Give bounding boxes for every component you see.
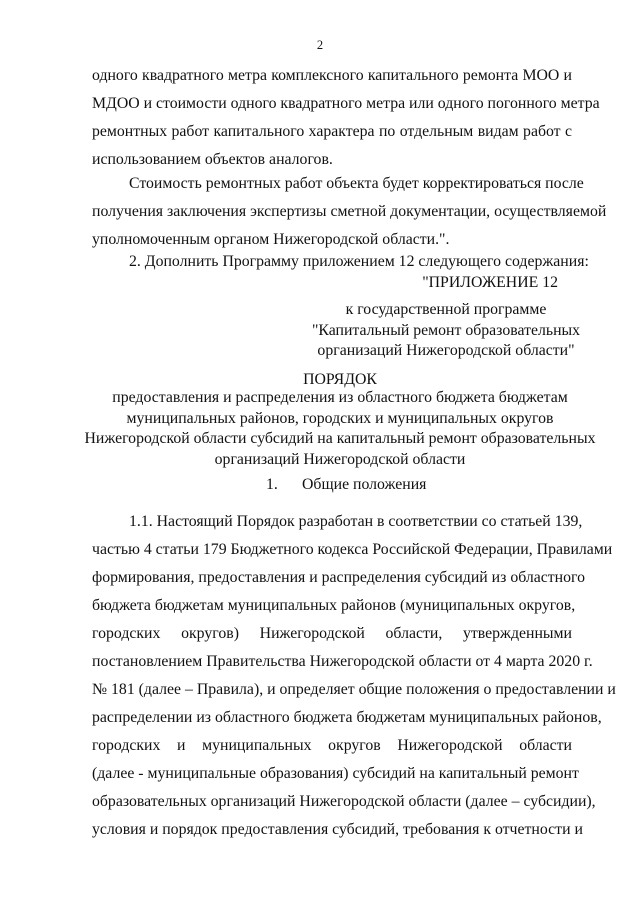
page-number: 2 bbox=[316, 38, 324, 52]
text-line: постановлением Правительства Нижегородской области от 4 марта 2020 г. bbox=[92, 653, 593, 670]
text-line: бюджета бюджетам муниципальных районов (муниципальных округов, bbox=[92, 597, 576, 614]
cost-paragraph bbox=[92, 170, 607, 254]
text-line: Стоимость ремонтных работ объекта будет корректироваться после bbox=[129, 175, 584, 192]
order-subtitle-line: муниципальных районов, городских и муниципальных округов bbox=[126, 409, 554, 427]
text-line: городских округов) Нижегородской области, утвержденными bbox=[92, 625, 572, 642]
appendix-title-text: "ПРИЛОЖЕНИЕ 12 bbox=[422, 274, 558, 291]
text-line: МДОО и стоимости одного квадратного метра или одного погонного метра bbox=[92, 95, 600, 112]
section-number: 1. bbox=[266, 476, 278, 493]
text-line: одного квадратного метра комплексного капитального ремонта МОО и bbox=[92, 67, 572, 84]
text-line: распределении из областного бюджета бюджетам муниципальных районов, bbox=[92, 709, 602, 726]
clause-1-1 bbox=[92, 508, 616, 844]
order-subtitle-line: Нижегородской области субсидий на капитальный ремонт образовательных bbox=[84, 430, 596, 447]
appendix-title bbox=[300, 273, 558, 294]
intro-paragraph bbox=[92, 62, 600, 174]
text-line: (далее - муниципальные образования) субсидий на капитальный ремонт bbox=[92, 765, 579, 782]
order-subtitle-line: предоставления и распределения из областного бюджета бюджетам bbox=[112, 389, 568, 406]
text-line: использованием объектов аналогов. bbox=[92, 151, 333, 168]
text-line: образовательных организаций Нижегородской области (далее – субсидии), bbox=[92, 793, 596, 810]
order-title: ПОРЯДОК bbox=[303, 371, 377, 388]
text-line: № 181 (далее – Правила), и определяет общие положения о предоставлении и bbox=[92, 681, 616, 698]
text-line: уполномоченным органом Нижегородской области.". bbox=[92, 231, 450, 248]
appendix-line: к государственной программе bbox=[345, 301, 547, 318]
text-line: частью 4 статьи 179 Бюджетного кодекса Российской Федерации, Правилами bbox=[92, 541, 613, 558]
order-subtitle-line: организаций Нижегородской области bbox=[214, 450, 466, 468]
text-line: городских и муниципальных округов Нижегородской области bbox=[92, 737, 572, 754]
section-heading bbox=[0, 474, 640, 496]
text-line: формирования, предоставления и распределения субсидий из областного bbox=[92, 569, 586, 586]
appendix-reference bbox=[286, 300, 606, 362]
text-line: условия и порядок предоставления субсидий, требования к отчетности и bbox=[92, 821, 583, 838]
appendix-line: "Капитальный ремонт образовательных bbox=[311, 321, 581, 339]
order-subtitle bbox=[40, 388, 640, 470]
appendix-line: организаций Нижегородской области" bbox=[317, 342, 575, 359]
text-line: 1.1. Настоящий Порядок разработан в соответствии со статьей 139, bbox=[129, 513, 583, 530]
text-line: получения заключения экспертизы сметной документации, осуществляемой bbox=[92, 203, 607, 220]
text-line: 2. Дополнить Программу приложением 12 следующего содержания: bbox=[129, 253, 589, 270]
section-title: Общие положения bbox=[302, 476, 427, 493]
amend-item bbox=[92, 248, 589, 276]
text-line: ремонтных работ капитального характера по отдельным видам работ с bbox=[92, 123, 572, 140]
